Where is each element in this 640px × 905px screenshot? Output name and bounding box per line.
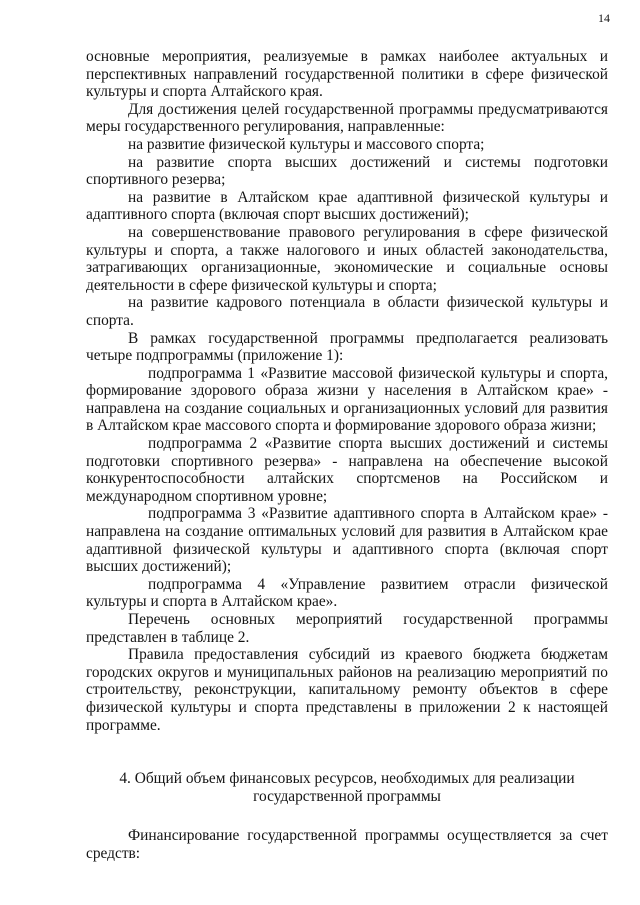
paragraph: подпрограмма 1 «Развитие массовой физической культуры и спорта, формирование здорового образа жизни у населения в Алтайском крае» - направлена на создание социальных и организационных условий для развития в Алтайском крае массового спорта и формирование здорового образа жизни; — [86, 364, 608, 435]
paragraph: основные мероприятия, реализуемые в рамках наиболее актуальных и перспективных направлений государственной политики в сфере физической культуры и спорта Алтайского края. — [86, 48, 608, 101]
closing-section — [86, 827, 608, 862]
section-heading — [86, 770, 608, 805]
paragraph: Правила предоставления субсидий из краевого бюджета бюджетам городских округов и муниципальных районов на реализацию мероприятий по строительству, реконструкции, капитальному ремонту объектов в сфере физической культуры и спорта представлены в приложении 2 к настоящей программе. — [86, 646, 608, 734]
paragraph: на развитие кадрового потенциала в области физической культуры и спорта. — [86, 294, 608, 329]
paragraph: подпрограмма 2 «Развитие спорта высших достижений и системы подготовки спортивного резерва» - направлена на обеспечение высокой конкурентоспособности алтайских спортсменов на Российском и международном спортивном уровне; — [86, 435, 608, 505]
paragraph: Перечень основных мероприятий государственной программы представлен в таблице 2. — [86, 611, 608, 646]
section-heading-line-1: 4. Общий объем финансовых ресурсов, необходимых для реализации — [119, 770, 575, 787]
paragraph: на развитие физической культуры и массового спорта; — [128, 135, 485, 153]
paragraph: на развитие спорта высших достижений и системы подготовки спортивного резерва; — [86, 153, 608, 189]
paragraph: на развитие в Алтайском крае адаптивной физической культуры и адаптивного спорта (включая спорт высших достижений); — [86, 188, 608, 224]
paragraph: подпрограмма 3 «Развитие адаптивного спорта в Алтайском крае» - направлена на создание оптимальных условий для развития в Алтайском крае адаптивной физической культуры и адаптивного спорта (включая спорт высших достижений); — [86, 505, 608, 576]
paragraph: на совершенствование правового регулирования в сфере физической культуры и спорта, а также налогового и иных областей законодательства, затрагивающих организационные, экономические и социальные основы деятельности в сфере физической культуры и спорта; — [86, 223, 608, 294]
section-heading-line-2: государственной программы — [253, 787, 441, 805]
paragraph: В рамках государственной программы предполагается реализовать четыре подпрограммы (приложение 1): — [86, 329, 608, 365]
page-number: 14 — [598, 11, 610, 25]
paragraph: подпрограмма 4 «Управление развитием отрасли физической культуры и спорта в Алтайском крае». — [86, 575, 608, 611]
closing-paragraph: Финансирование государственной программы осуществляется за счет средств: — [86, 827, 608, 862]
paragraph: Для достижения целей государственной программы предусматриваются меры государственного регулирования, направленные: — [86, 100, 608, 136]
document-body — [86, 48, 608, 734]
